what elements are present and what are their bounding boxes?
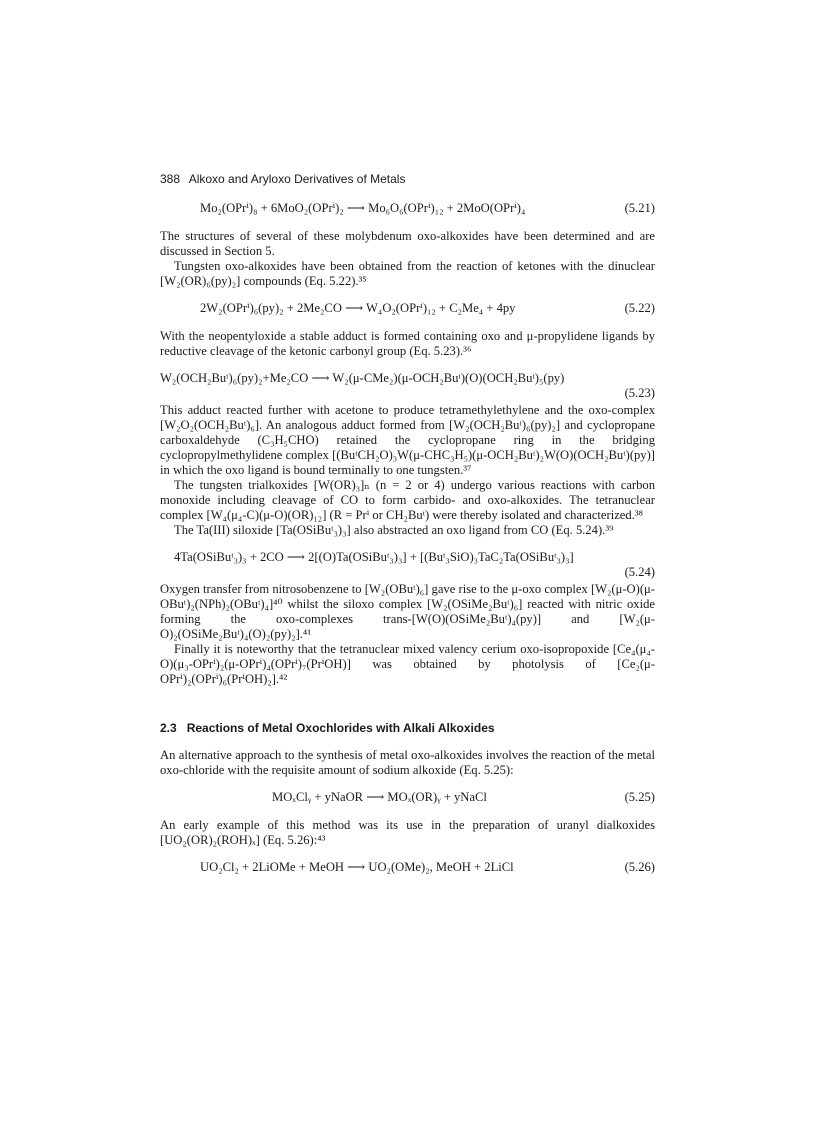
paragraph-1: The structures of several of these molybdenum oxo-alkoxides have been determined and are discussed in Section 5. [160, 229, 655, 258]
page-number: 388 [160, 172, 181, 186]
paragraph-7: Oxygen transfer from nitrosobenzene to [W₂(OBuᵗ)₆] gave rise to the μ-oxo complex [W₂(μ-O)(μ-OBuᵗ)₂(NPh)₂(OBuᵗ)₄]⁴⁰ whilst the siloxo complex [W₂(OSiMe₂Buᵗ)₆] reacted with nitric oxide forming the oxo-complexes trans-[W(O)(OSiMe₂Buᵗ)₄(py)] and [W₂(μ-O)₂(OSiMe₂Buᵗ)₄(O)₂(py)₂].⁴¹ [160, 582, 655, 641]
paragraph-2: Tungsten oxo-alkoxides have been obtained from the reaction of ketones with the dinuclear [W₂(OR)₆(py)₂] compounds (Eq. 5.22).³⁵ [160, 259, 655, 288]
equation-number: (5.23) [624, 386, 655, 400]
book-page [160, 172, 655, 888]
equation-5-24 [160, 550, 655, 580]
equation-text: 2W₂(OPrⁱ)₆(py)₂ + 2Me₂CO ⟶ W₄O₂(OPrⁱ)₁₂ + C₂Me₄ + 4py [200, 301, 516, 315]
equation-text: MOₓClᵧ + yNaOR ⟶ MOₓ(OR)ᵧ + yNaCl [272, 790, 487, 804]
paragraph-4: This adduct reacted further with acetone to produce tetramethylethylene and the oxo-complex [W₂O₂(OCH₂Buᵗ)₆]. An analogous adduct formed from [W₂(OCH₂Buᵗ)₆(py)₂] and cyclopropane carboxaldehyde (C₃H₅CHO) retained the cyclopropane ring in the bridging cyclopropylmethylidene complex [(BuᵗCH₂O)₃W(μ-CHC₃H₅)(μ-OCH₂Buᵗ)₂W(O)(OCH₂Buᵗ)(py)] in which the oxo ligand is bound terminally to one tungsten.³⁷ [160, 403, 655, 477]
paragraph-8: Finally it is noteworthy that the tetranuclear mixed valency cerium oxo-isopropoxide [Ce₄(μ₄-O)(μ₃-OPrⁱ)₂(μ-OPrⁱ)₄(OPrⁱ)₇(PrⁱOH)] was obtained by photolysis of [Ce₂(μ-OPrⁱ)₂(OPrⁱ)₆(PrⁱOH)₂].⁴² [160, 642, 655, 686]
equation-5-26 [160, 860, 655, 875]
equation-text: Mo₂(OPrⁱ)₈ + 6MoO₂(OPrⁱ)₂ ⟶ Mo₆O₆(OPrⁱ)₁₂ + 2MoO(OPrⁱ)₄ [200, 201, 526, 215]
equation-number: (5.22) [624, 301, 655, 315]
equation-5-22 [160, 301, 655, 316]
equation-number: (5.21) [624, 201, 655, 215]
equation-5-21 [160, 201, 655, 216]
running-title: Alkoxo and Aryloxo Derivatives of Metals [188, 172, 406, 186]
running-header [160, 172, 655, 187]
paragraph-3: With the neopentyloxide a stable adduct is formed containing oxo and μ-propylidene ligands by reductive cleavage of the ketonic carbonyl group (Eq. 5.23).³⁶ [160, 329, 655, 358]
equation-text: W₂(OCH₂Buᵗ)₆(py)₂+Me₂CO ⟶ W₂(μ-CMe₂)(μ-OCH₂Buᵗ)(O)(OCH₂Buᵗ)₅(py) [160, 371, 565, 385]
paragraph-9: An alternative approach to the synthesis of metal oxo-alkoxides involves the reaction of the metal oxo-chloride with the requisite amount of sodium alkoxide (Eq. 5.25): [160, 748, 655, 777]
section-title: Reactions of Metal Oxochlorides with Alkali Alkoxides [186, 721, 495, 735]
equation-5-25 [160, 790, 655, 805]
paragraph-6: The Ta(III) siloxide [Ta(OSiBuᵗ₃)₃] also abstracted an oxo ligand from CO (Eq. 5.24).³⁹ [174, 523, 614, 537]
paragraph-5: The tungsten trialkoxides [W(OR)₃]ₙ (n = 2 or 4) undergo various reactions with carbon monoxide including cleavage of CO to form carbido- and oxo-alkoxides. The tetranuclear complex [W₄(μ₄-C)(μ-O)(OR)₁₂] (R = Prⁱ or CH₂Buᵗ) were thereby isolated and characterized.³⁸ [160, 478, 655, 522]
equation-text: UO₂Cl₂ + 2LiOMe + MeOH ⟶ UO₂(OMe)₂, MeOH + 2LiCl [200, 860, 514, 874]
section-heading [160, 721, 655, 736]
equation-text: 4Ta(OSiBuᵗ₃)₃ + 2CO ⟶ 2[(O)Ta(OSiBuᵗ₃)₃] + [(Buᵗ₃SiO)₃TaC₂Ta(OSiBuᵗ₃)₃] [174, 550, 574, 564]
section-number: 2.3 [160, 721, 177, 735]
paragraph-10: An early example of this method was its use in the preparation of uranyl dialkoxides [UO₂(OR)₂(ROH)ₓ] (Eq. 5.26):⁴³ [160, 818, 655, 847]
equation-5-23 [160, 371, 655, 401]
equation-number: (5.24) [624, 565, 655, 579]
equation-number: (5.26) [624, 860, 655, 874]
equation-number: (5.25) [624, 790, 655, 804]
